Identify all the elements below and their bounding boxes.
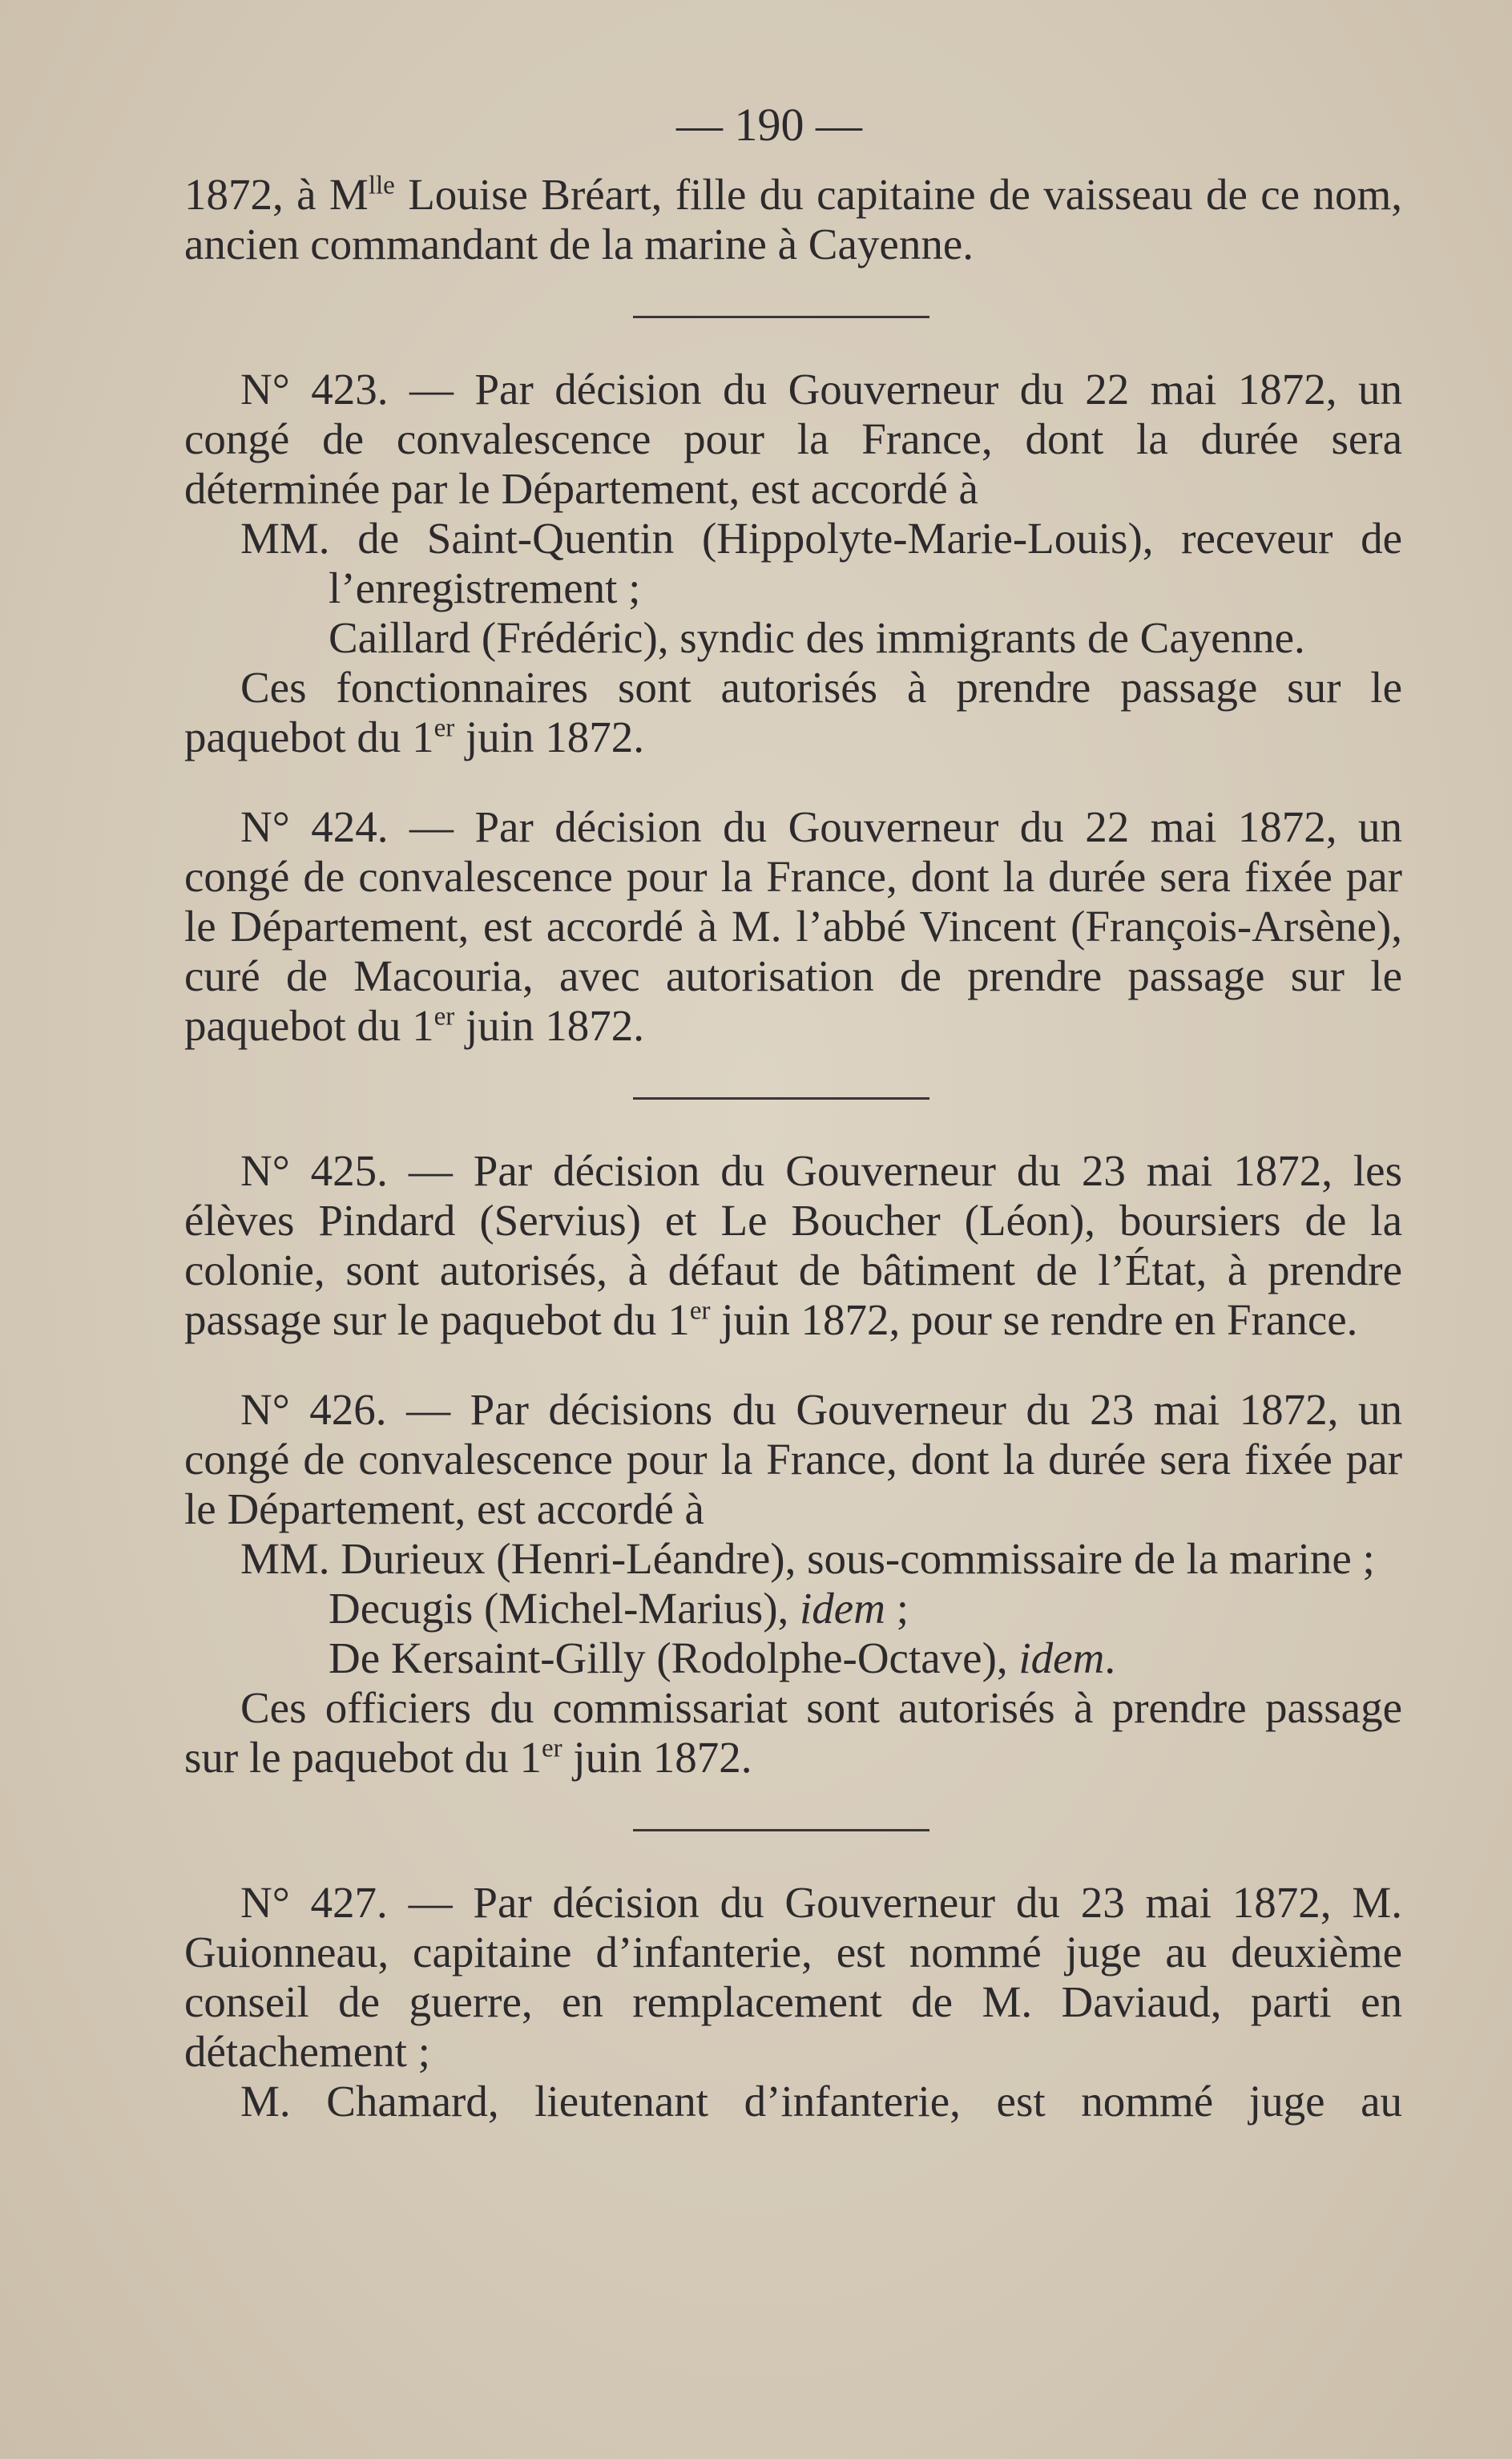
decision-427-continued: M. Chamard, lieutenant d’infanterie, est nommé juge au: [240, 2077, 1402, 2126]
page-number: — 190 —: [676, 99, 862, 151]
decision-423-closing-sup: er: [433, 713, 455, 743]
continuation-paragraph: [184, 170, 1402, 269]
decision-426-closing: [184, 1683, 1402, 1783]
continuation-superscript: lle: [368, 171, 395, 200]
decision-426-item-2-b: ;: [885, 1584, 909, 1633]
decision-426-item-2-a: Decugis (Michel-Marius),: [329, 1584, 800, 1633]
decision-425-sup: er: [689, 1296, 711, 1326]
paragraph-gap: [184, 762, 1402, 802]
section-divider: [633, 1097, 929, 1100]
document-page: [184, 96, 1402, 2126]
decision-424: [184, 802, 1402, 1051]
decision-423-closing-a: Ces fonctionnaires sont autorisés à prendre passage sur le paquebot du 1: [184, 663, 1402, 761]
decision-424-text-b: juin 1872.: [454, 1001, 645, 1050]
section-divider: [633, 316, 929, 318]
decision-426-intro: N° 426. — Par décisions du Gouverneur du 23 mai 1872, un congé de convalescence pour la France, dont la durée sera fixée par le Département, est accordé à: [184, 1385, 1402, 1533]
decision-426-closing-sup: er: [542, 1734, 562, 1763]
section-divider: [633, 1829, 929, 1831]
decision-425-text-b: juin 1872, pour se rendre en France.: [710, 1295, 1358, 1344]
decision-425-text-a: N° 425. — Par décision du Gouverneur du 23 mai 1872, les élèves Pindard (Servius) et Le Boucher (Léon), boursiers de la colonie, sont autorisés, à défaut de bâtiment de l’État, à prendre passage sur le paquebot du 1: [184, 1146, 1402, 1344]
decision-426-closing-a: Ces officiers du commissariat sont autorisés à prendre passage sur le paquebot du 1: [184, 1683, 1402, 1782]
decision-423-closing: [184, 663, 1402, 762]
decision-424-text-a: N° 424. — Par décision du Gouverneur du 22 mai 1872, un congé de convalescence pour la France, dont la durée sera fixée par le Département, est accordé à M. l’abbé Vincent (François-Arsène), curé de Macouria, avec autorisation de prendre passage sur le paquebot du 1: [184, 802, 1402, 1050]
decision-423-item-2: Caillard (Frédéric), syndic des immigrants de Cayenne.: [329, 613, 1305, 662]
decision-423-intro: N° 423. — Par décision du Gouverneur du 22 mai 1872, un congé de convalescence pour la France, dont la durée sera déterminée par le Département, est accordé à: [184, 365, 1402, 513]
decision-426-item-3-a: De Kersaint-Gilly (Rodolphe-Octave),: [329, 1633, 1019, 1682]
decision-423-closing-b: juin 1872.: [454, 713, 645, 761]
continuation-text-b: Louise Bréart, fille du capitaine de vaisseau de ce nom, ancien commandant de la marine à Cayenne.: [184, 170, 1402, 269]
continuation-text-a: 1872, à M: [184, 170, 369, 219]
decision-426-item-2-idem: idem: [800, 1584, 885, 1633]
decision-426-item-3-idem: idem: [1018, 1633, 1105, 1682]
decision-426-item-3: [184, 1633, 1402, 1683]
decision-426-item-1: MM. Durieux (Henri-Léandre), sous-commissaire de la marine ;: [240, 1534, 1375, 1583]
decision-424-sup: er: [433, 1002, 455, 1032]
decision-426-closing-b: juin 1872.: [562, 1733, 752, 1782]
decision-425: [184, 1146, 1402, 1345]
decision-426-item-2: [184, 1584, 1402, 1633]
decision-427: N° 427. — Par décision du Gouverneur du 23 mai 1872, M. Guionneau, capitaine d’infanterie, est nommé juge au deuxième conseil de guerre, en remplacement de M. Daviaud, parti en détachement ;: [184, 1878, 1402, 2076]
decision-423-item-1: MM. de Saint-Quentin (Hippolyte-Marie-Louis), receveur de l’enregistrement ;: [240, 514, 1402, 612]
decision-426-item-3-b: .: [1104, 1633, 1116, 1682]
paragraph-gap: [184, 1345, 1402, 1385]
